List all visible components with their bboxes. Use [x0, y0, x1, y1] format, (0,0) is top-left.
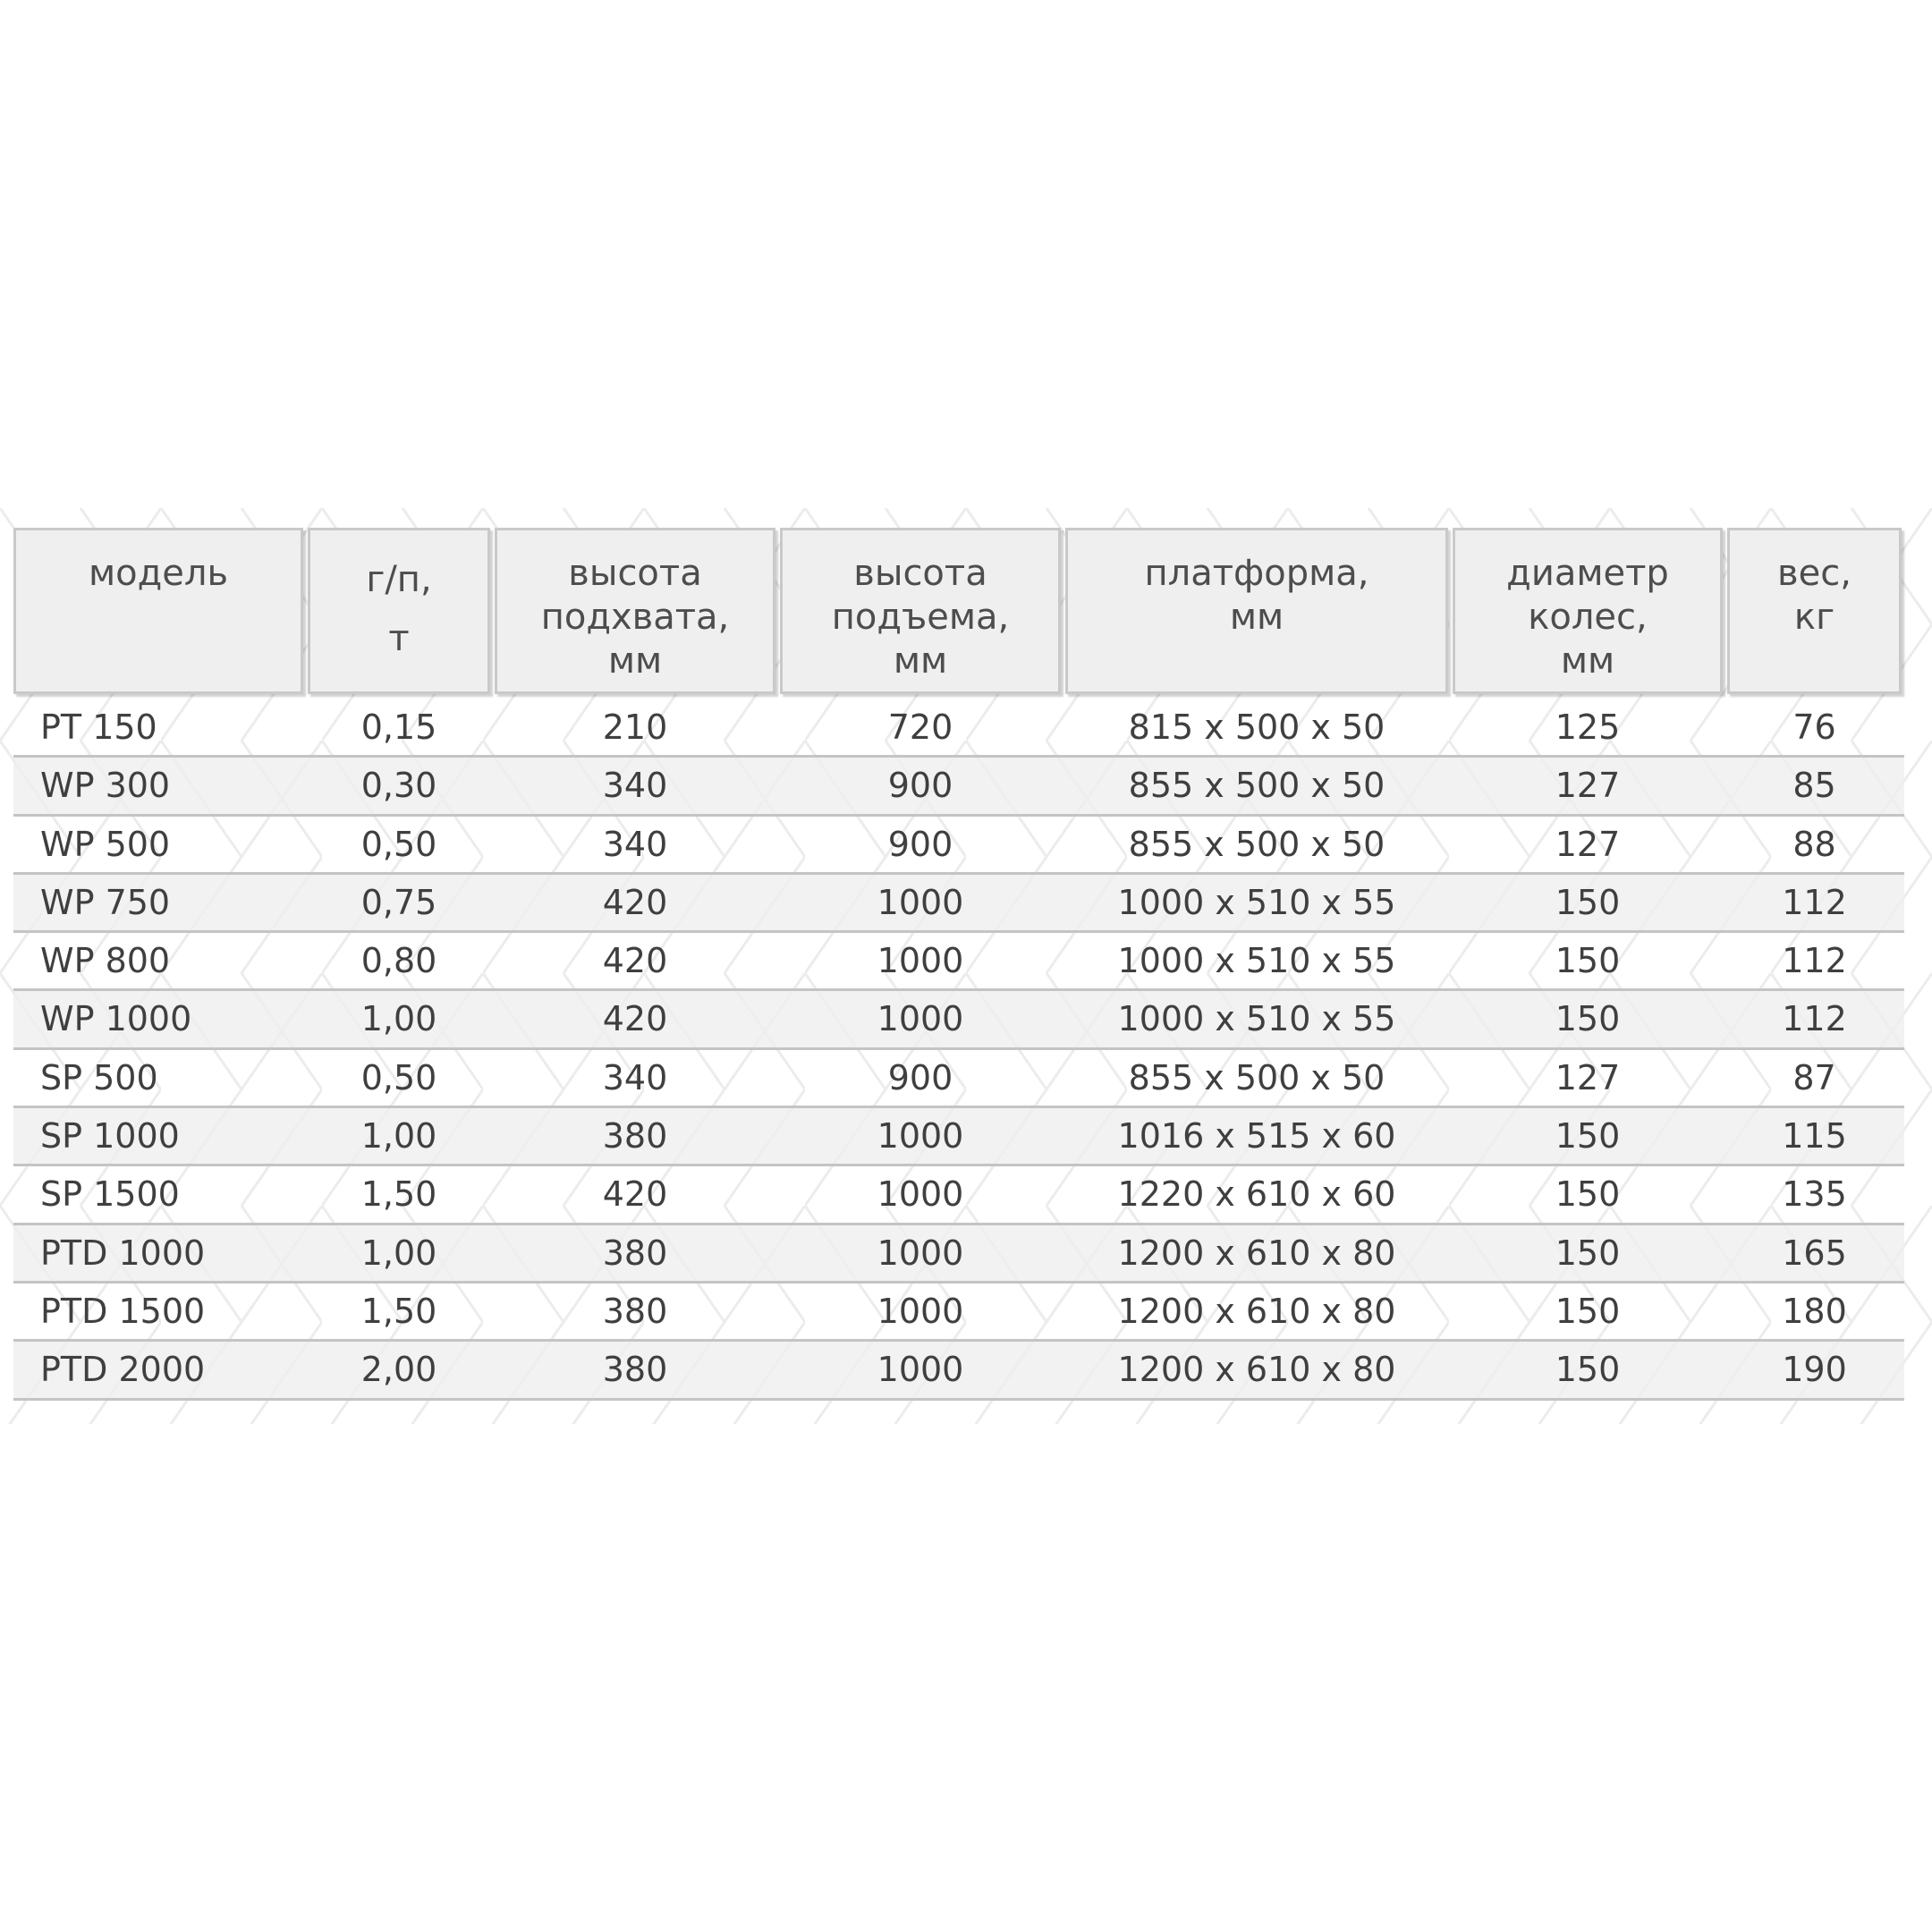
cell-platform: 855 x 500 x 50 [1128, 1057, 1385, 1097]
cell-model: PTD 1500 [40, 1291, 206, 1331]
cell-lift-height: 1000 [877, 999, 964, 1039]
table-body [13, 699, 1904, 1401]
cell-lift-height: 1000 [877, 1233, 964, 1273]
cell-lowered-height: 420 [602, 999, 668, 1039]
cell-weight: 76 [1792, 708, 1836, 747]
header-model [13, 528, 303, 694]
table-row [13, 1342, 1904, 1400]
header-label: вес, кг [1777, 553, 1852, 638]
cell-weight: 112 [1782, 941, 1847, 981]
cell-lift-height: 900 [887, 1057, 953, 1097]
cell-weight: 190 [1782, 1350, 1847, 1390]
cell-model: WP 1000 [40, 999, 192, 1039]
cell-platform: 1016 x 515 x 60 [1117, 1116, 1396, 1157]
cell-platform: 1000 x 510 x 55 [1117, 882, 1396, 922]
table-row [13, 1225, 1904, 1284]
cell-lowered-height: 380 [602, 1350, 668, 1390]
cell-wheel-diameter: 125 [1555, 708, 1621, 747]
cell-capacity: 0,30 [360, 766, 437, 806]
header-label: г/п, т [366, 559, 432, 659]
header-label: диаметр колес, мм [1506, 553, 1669, 682]
cell-weight: 135 [1782, 1174, 1847, 1215]
cell-wheel-diameter: 127 [1555, 1057, 1621, 1097]
cell-lift-height: 720 [887, 708, 953, 747]
cell-wheel-diameter: 150 [1555, 1116, 1621, 1157]
cell-platform: 1000 x 510 x 55 [1117, 941, 1396, 981]
header-capacity [308, 528, 490, 694]
cell-platform: 855 x 500 x 50 [1128, 766, 1385, 806]
header-wheel-diameter [1453, 528, 1723, 694]
cell-model: PTD 2000 [40, 1350, 206, 1390]
table-row [13, 1050, 1904, 1108]
header-label: высота подхвата, мм [540, 553, 730, 682]
cell-model: SP 500 [40, 1057, 158, 1097]
table-row [13, 1166, 1904, 1224]
cell-weight: 112 [1782, 882, 1847, 922]
cell-lowered-height: 340 [602, 824, 668, 864]
table-row [13, 933, 1904, 991]
cell-wheel-diameter: 150 [1555, 941, 1621, 981]
cell-lowered-height: 210 [602, 708, 668, 747]
cell-wheel-diameter: 127 [1555, 766, 1621, 806]
cell-weight: 88 [1792, 824, 1836, 864]
cell-platform: 1200 x 610 x 80 [1117, 1233, 1396, 1273]
cell-weight: 115 [1782, 1116, 1847, 1157]
table-row [13, 991, 1904, 1049]
cell-capacity: 1,50 [360, 1291, 437, 1331]
cell-lift-height: 900 [887, 766, 953, 806]
cell-platform: 1220 x 610 x 60 [1117, 1174, 1396, 1215]
cell-model: PTD 1000 [40, 1233, 206, 1273]
table-row [13, 875, 1904, 933]
cell-lift-height: 1000 [877, 1116, 964, 1157]
cell-capacity: 0,15 [360, 708, 437, 747]
cell-wheel-diameter: 150 [1555, 1174, 1621, 1215]
cell-wheel-diameter: 150 [1555, 882, 1621, 922]
cell-wheel-diameter: 150 [1555, 1291, 1621, 1331]
cell-capacity: 0,50 [360, 1057, 437, 1097]
header-label: платформа, мм [1144, 553, 1369, 638]
header-platform [1065, 528, 1448, 694]
cell-capacity: 1,00 [360, 1116, 437, 1157]
cell-platform: 1000 x 510 x 55 [1117, 999, 1396, 1039]
cell-lowered-height: 340 [602, 766, 668, 806]
cell-lift-height: 1000 [877, 1174, 964, 1215]
cell-model: WP 300 [40, 766, 171, 806]
header-lift-height [780, 528, 1061, 694]
cell-lowered-height: 420 [602, 1174, 668, 1215]
cell-capacity: 0,50 [360, 824, 437, 864]
cell-lift-height: 1000 [877, 882, 964, 922]
cell-wheel-diameter: 150 [1555, 1350, 1621, 1390]
table-header-row [13, 528, 1904, 699]
cell-wheel-diameter: 127 [1555, 824, 1621, 864]
cell-lift-height: 1000 [877, 1291, 964, 1331]
cell-capacity: 0,75 [360, 882, 437, 922]
cell-platform: 1200 x 610 x 80 [1117, 1291, 1396, 1331]
cell-lowered-height: 380 [602, 1116, 668, 1157]
cell-weight: 165 [1782, 1233, 1847, 1273]
cell-model: SP 1000 [40, 1116, 180, 1157]
header-label: высота подъема, мм [831, 553, 1010, 682]
cell-wheel-diameter: 150 [1555, 999, 1621, 1039]
cell-lowered-height: 420 [602, 882, 668, 922]
cell-model: SP 1500 [40, 1174, 180, 1215]
table-row [13, 699, 1904, 758]
cell-weight: 87 [1792, 1057, 1836, 1097]
cell-weight: 85 [1792, 766, 1836, 806]
cell-platform: 1200 x 610 x 80 [1117, 1350, 1396, 1390]
table-row [13, 758, 1904, 816]
cell-model: WP 800 [40, 941, 171, 981]
cell-platform: 855 x 500 x 50 [1128, 824, 1385, 864]
cell-lift-height: 900 [887, 824, 953, 864]
table-row [13, 1284, 1904, 1342]
cell-model: WP 500 [40, 824, 171, 864]
cell-lift-height: 1000 [877, 941, 964, 981]
cell-lift-height: 1000 [877, 1350, 964, 1390]
cell-capacity: 0,80 [360, 941, 437, 981]
table-row [13, 817, 1904, 875]
header-lowered-height [495, 528, 775, 694]
cell-platform: 815 x 500 x 50 [1128, 708, 1385, 747]
cell-lowered-height: 420 [602, 941, 668, 981]
cell-wheel-diameter: 150 [1555, 1233, 1621, 1273]
cell-capacity: 1,00 [360, 1233, 437, 1273]
table-row [13, 1108, 1904, 1166]
cell-capacity: 1,50 [360, 1174, 437, 1215]
spec-table [13, 528, 1904, 1401]
header-weight [1727, 528, 1902, 694]
cell-weight: 180 [1782, 1291, 1847, 1331]
cell-lowered-height: 380 [602, 1233, 668, 1273]
cell-lowered-height: 340 [602, 1057, 668, 1097]
cell-capacity: 2,00 [360, 1350, 437, 1390]
cell-capacity: 1,00 [360, 999, 437, 1039]
cell-model: WP 750 [40, 882, 171, 922]
header-label: модель [88, 553, 229, 594]
cell-weight: 112 [1782, 999, 1847, 1039]
cell-model: PT 150 [40, 708, 157, 747]
cell-lowered-height: 380 [602, 1291, 668, 1331]
